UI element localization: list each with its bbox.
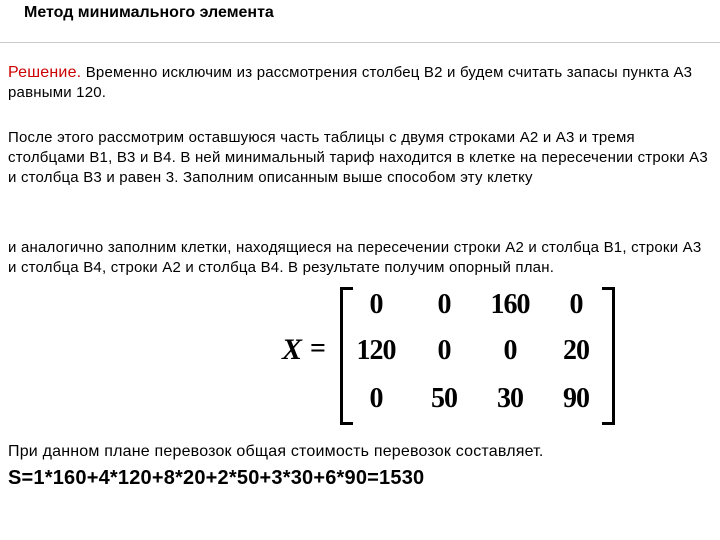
matrix-cell: 160 [490, 289, 530, 320]
matrix-cell: 120 [356, 335, 396, 366]
cost-paragraph: При данном плане перевозок общая стоимость перевозок составляет. [8, 443, 544, 460]
solution-label: Решение. [8, 64, 82, 81]
matrix-equals: = [310, 333, 326, 364]
step-paragraph: После этого рассмотрим оставшуюся часть таблицы с двумя строками А2 и А3 и тремя столбцами В1, В3 и В4. В ней минимальный тариф находится в клетке на пересечении строки А3 и столбца В3 и равен 3. Заполним описанным выше способом эту клетку [8, 129, 708, 186]
solution-paragraph [8, 63, 708, 103]
page-title: Метод минимального элемента [24, 4, 274, 21]
matrix-cell: 0 [569, 289, 583, 320]
matrix-cell: 0 [503, 335, 517, 366]
matrix-cell: 0 [437, 335, 451, 366]
matrix-cell: 20 [563, 335, 589, 366]
matrix-cell: 0 [437, 289, 451, 320]
matrix-cell: 90 [563, 383, 589, 414]
plan-matrix [282, 287, 622, 421]
solution-text: Временно исключим из рассмотрения столбец В2 и будем считать запасы пункта А3 равными 120. [8, 64, 693, 101]
matrix-variable: X [282, 333, 304, 366]
matrix-cell: 0 [369, 383, 383, 414]
matrix-cell: 0 [369, 289, 383, 320]
cost-formula: S=1*160+4*120+8*20+2*50+3*30+6*90=1530 [8, 467, 425, 489]
result-paragraph: и аналогично заполним клетки, находящиеся на пересечении строки А2 и столбца В1, строки А3 и столбца В4, строки А2 и столбца В4. В результате получим опорный план. [8, 239, 702, 276]
matrix-cell: 50 [431, 383, 457, 414]
matrix-cell: 30 [497, 383, 523, 414]
divider [0, 42, 720, 43]
